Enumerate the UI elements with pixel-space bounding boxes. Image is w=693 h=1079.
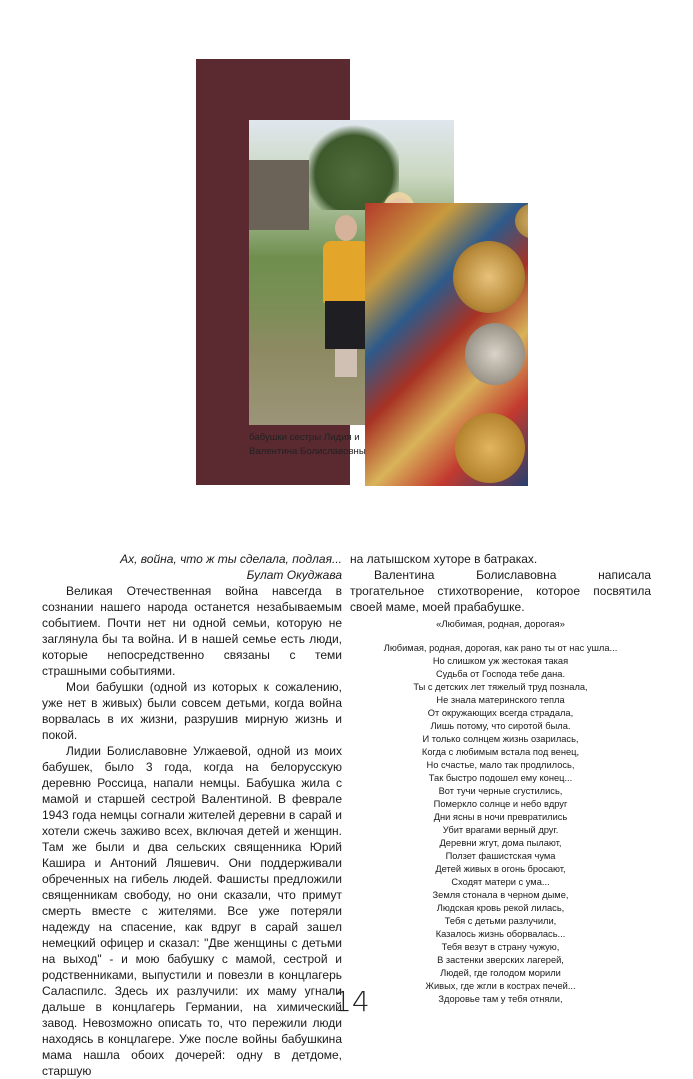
poem-line: Казалось жизнь оборвалась... (435, 929, 566, 939)
article-continuation: на латышском хуторе в батраках. (350, 552, 538, 566)
article-paragraph: Лидии Болиславовне Улжаевой, одной из моих бабушек, было 3 года, когда на белорусскую деревню Россица, напали немцы. Бабушка жила с мамой и старшей сестрой Валентиной. В феврале 1943 года немцы согнали жителей деревни в сарай и хотели сжечь заживо всех, включая детей и женщин. Там же были и два сельских священника Юрий Каширa и Антоний Ляшевич. Они поддерживали обреченных на гибель людей. Фашисты предложили священникам свободу, но они сказали, что примут смерть вместе с жителями. Все уже потеряли надежду на спасение, как вдруг в сарай зашел немецкий офицер и сказал: "Две женщины с детьми на выход" - и мою бабушку с мамой, сестрой и родственниками, выпустили и повезли в концлагерь Саласпилс. Здесь их разлучили: их маму угнали дальше в концлагерь Германии, на химический завод. Невозможно описать то, что пережили люди находясь в концлагере. Уже после войны бабушкина мама нашла обоих дочерей: одну в детдоме, старшую (42, 744, 342, 1078)
epigraph-author: Булат Окуджава (246, 568, 342, 582)
poem-line: Сходят матери с ума... (451, 877, 550, 887)
poem-line: Судьба от Господа тебе дана. (435, 669, 566, 679)
poem-line: Ты с детских лет тяжелый труд познала, (413, 682, 588, 692)
poem (350, 642, 651, 1006)
poem-line: Людей, где голодом морили (440, 968, 561, 978)
poem-line: Убит врагами верный друг. (442, 825, 559, 835)
article-paragraph: Великая Отечественная война навсегда в сознании нашего народа останется незабываемым событием. Почти нет ни одной семьи, которую не заглянула бы та война. И в нашей семье есть люди, которые непосредственно связаны с теми страшными событиями. (42, 584, 342, 678)
poem-line: Лишь потому, что сиротой была. (430, 721, 571, 731)
poem-line: Но слишком уж жестокая такая (432, 656, 569, 666)
poem-line: Дни ясны в ночи превратились (433, 812, 568, 822)
photo-caption (249, 431, 367, 459)
epigraph-quote: Ах, война, что ж ты сделала, подлая... (120, 552, 342, 566)
poem-line: Померкло солнце и небо вдруг (433, 799, 568, 809)
poem-line: Не знала материнского тепла (436, 695, 565, 705)
poem-line: Здоровье там у тебя отняли, (438, 994, 563, 1004)
poem-line: Ползет фашистская чума (445, 851, 556, 861)
article-paragraph: Валентина Болиславовна написала трогательное стихотворение, которое посвятила своей маме, моей прабабушке. (350, 568, 651, 614)
article-paragraph: Мои бабушки (одной из которых к сожалению, уже нет в живых) были совсем детьми, когда война ворвалась в их жизни, разрушив мирную жизнь и покой. (42, 680, 342, 742)
poem-line: Тебя с детьми разлучили, (444, 916, 557, 926)
photo-tree (309, 120, 399, 210)
poem-line: Живых, где жгли в кострах печей... (425, 981, 576, 991)
medals-photo (365, 203, 528, 486)
poem-line: Так быстро подошел ему конец... (428, 773, 573, 783)
poem-line: И только солнцем жизнь озарилась, (422, 734, 579, 744)
right-text-column (350, 551, 651, 1006)
poem-line: Вот тучи черные сгустились, (438, 786, 563, 796)
poem-line: Тебя везут в страну чужую, (441, 942, 560, 952)
poem-line: Деревни жгут, дома пылают, (439, 838, 562, 848)
poem-line: Детей живых в огонь бросают, (435, 864, 566, 874)
poem-line: В застенки зверских лагерей, (437, 955, 564, 965)
poem-line: Людская кровь рекой лилась, (436, 903, 565, 913)
poem-line: Но счастье, мало так продлилось, (426, 760, 575, 770)
poem-line: От окружающих всегда страдала, (427, 708, 574, 718)
poem-line: Земля стонала в черном дыме, (432, 890, 569, 900)
poem-line: Любимая, родная, дорогая, как рано ты от нас ушла... (383, 643, 618, 653)
poem-title: «Любимая, родная, дорогая» (436, 619, 565, 630)
photo-caption-line-1: бабушки сестры Лидия и (249, 432, 360, 443)
poem-line: Когда с любимым встала под венец, (421, 747, 580, 757)
photo-house (249, 160, 309, 230)
left-text-column (42, 551, 342, 1079)
photo-caption-line-2: Валентина Болиславовны (249, 446, 366, 457)
page-number: 14 (334, 985, 370, 1018)
